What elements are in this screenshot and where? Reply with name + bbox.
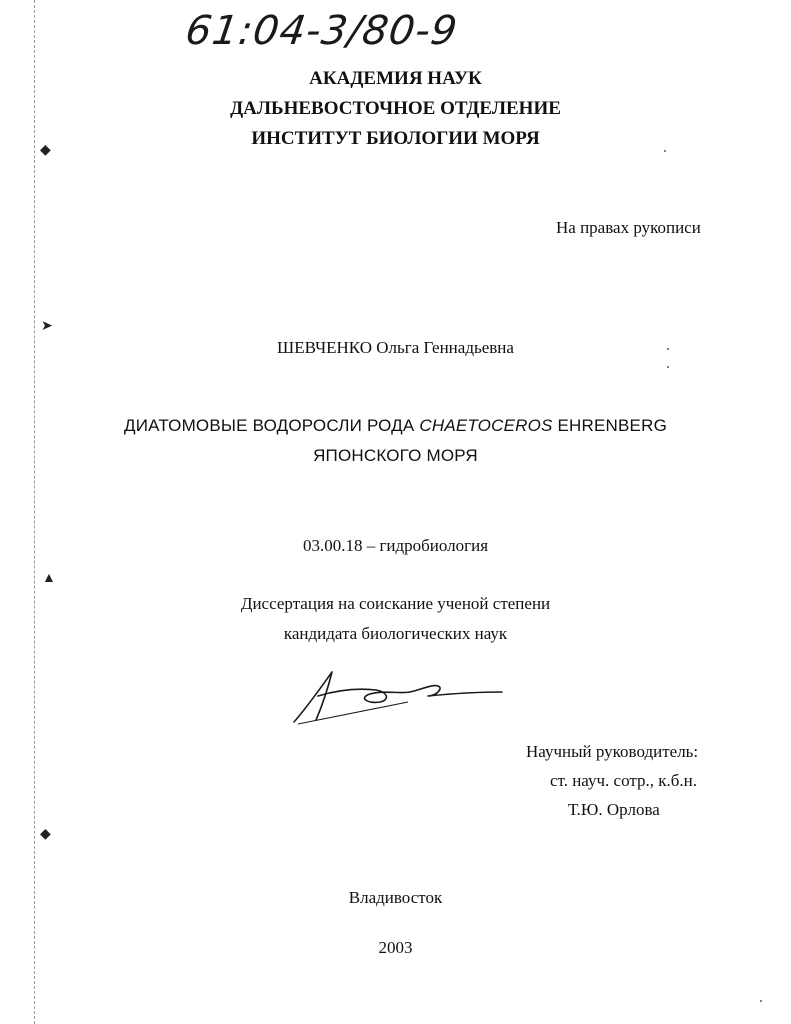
thesis-title-line2: ЯПОНСКОГО МОРЯ bbox=[313, 446, 478, 465]
supervisor-label: Научный руководитель: bbox=[526, 742, 699, 761]
binding-margin-line bbox=[34, 0, 35, 1024]
header-branch: ДАЛЬНЕВОСТОЧНОЕ ОТДЕЛЕНИЕ bbox=[230, 98, 561, 119]
bullet-mark-icon: ▲ bbox=[42, 571, 56, 586]
scan-speck bbox=[667, 366, 669, 368]
title-genus: CHAETOCEROS bbox=[419, 416, 553, 435]
bullet-mark-icon: ◆ bbox=[40, 827, 51, 842]
manuscript-note: На правах рукописи bbox=[556, 218, 701, 237]
supervisor-name: Т.Ю. Орлова bbox=[568, 800, 660, 819]
header-academy: АКАДЕМИЯ НАУК bbox=[309, 68, 482, 89]
specialty: 03.00.18 – гидробиология bbox=[302, 536, 489, 555]
scan-speck bbox=[760, 1000, 762, 1002]
bullet-mark-icon: ◆ bbox=[40, 143, 51, 158]
bullet-mark-icon: ➤ bbox=[41, 319, 53, 334]
handwritten-archive-code: 61:04-3/80-9 bbox=[182, 8, 461, 54]
city: Владивосток bbox=[348, 888, 443, 907]
author-name: ШЕВЧЕНКО Ольга Геннадьевна bbox=[277, 338, 514, 357]
dissertation-line2: кандидата биологических наук bbox=[283, 624, 508, 643]
scan-speck bbox=[664, 150, 666, 152]
author-signature bbox=[288, 666, 508, 728]
title-part1: ДИАТОМОВЫЕ ВОДОРОСЛИ РОДА bbox=[123, 416, 415, 435]
header-institute: ИНСТИТУТ БИОЛОГИИ МОРЯ bbox=[251, 128, 540, 149]
thesis-title-line1 bbox=[0, 416, 791, 436]
title-part2: EHRENBERG bbox=[557, 416, 667, 435]
supervisor-position: ст. науч. сотр., к.б.н. bbox=[550, 771, 697, 790]
dissertation-line1: Диссертация на соискание ученой степени bbox=[240, 594, 551, 613]
year: 2003 bbox=[378, 938, 413, 957]
